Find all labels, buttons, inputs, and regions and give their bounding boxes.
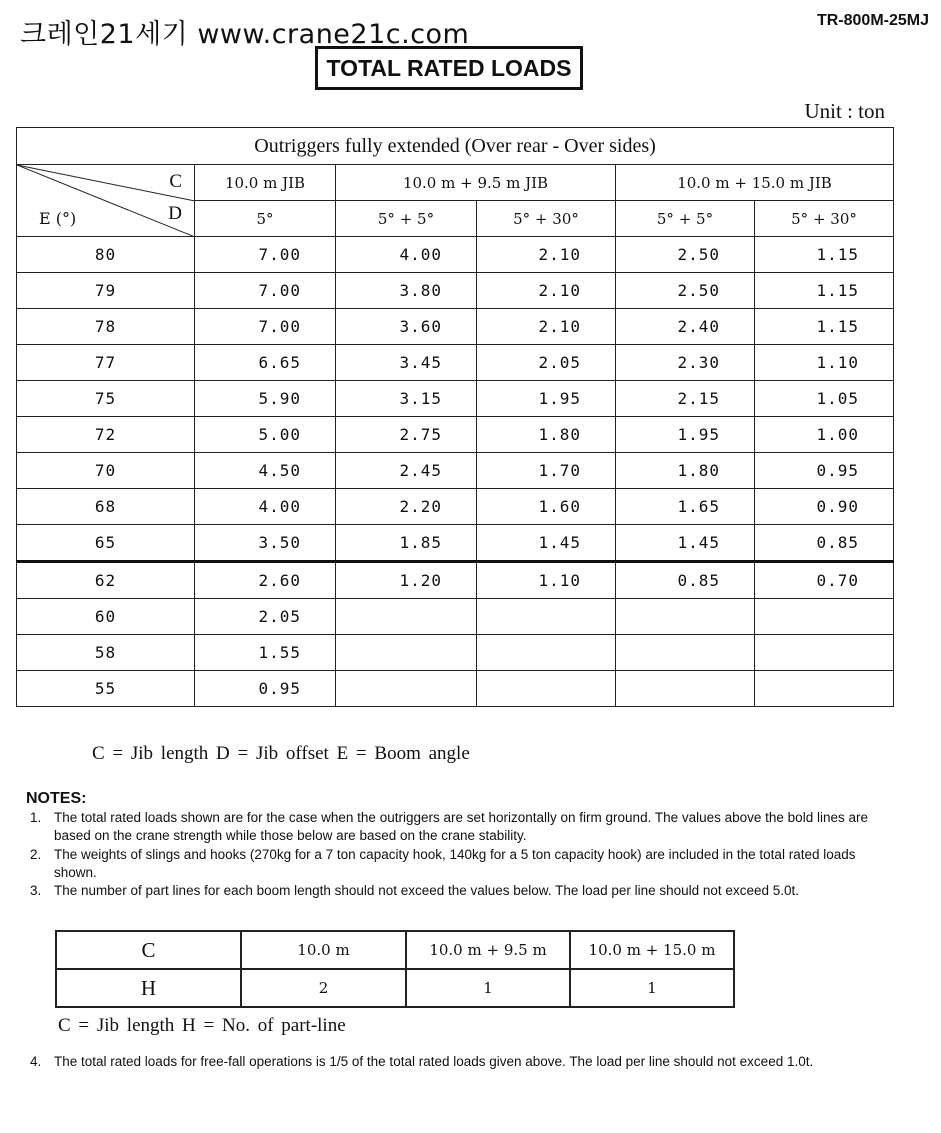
table-legend: C = Jib length D = Jib offset E = Boom angle — [92, 743, 470, 764]
table-row — [17, 453, 894, 489]
load-value-cell — [755, 599, 894, 635]
load-value-cell — [616, 671, 755, 707]
jib-offset-header: 5° + 5° — [616, 201, 755, 237]
part-lines-c-value: 10.0 m + 15.0 m — [570, 931, 734, 969]
load-value-cell: 1.10 — [755, 345, 894, 381]
boom-angle-cell: 78 — [17, 309, 195, 345]
boom-angle-cell: 55 — [17, 671, 195, 707]
load-value-cell: 2.60 — [195, 562, 336, 599]
boom-angle-cell: 58 — [17, 635, 195, 671]
table-caption: Outriggers fully extended (Over rear - Over sides) — [17, 128, 894, 165]
boom-angle-cell: 72 — [17, 417, 195, 453]
load-value-cell: 7.00 — [195, 309, 336, 345]
load-value-cell: 1.80 — [477, 417, 616, 453]
load-value-cell: 0.70 — [755, 562, 894, 599]
load-value-cell: 1.80 — [616, 453, 755, 489]
jib-offset-header: 5° + 30° — [755, 201, 894, 237]
load-value-cell: 7.00 — [195, 237, 336, 273]
page-title — [315, 46, 583, 90]
boom-angle-cell: 62 — [17, 562, 195, 599]
table-row — [17, 489, 894, 525]
load-value-cell: 5.90 — [195, 381, 336, 417]
load-value-cell: 2.50 — [616, 273, 755, 309]
boom-angle-cell: 68 — [17, 489, 195, 525]
part-lines-c-label: C — [56, 931, 241, 969]
load-table-body — [17, 237, 894, 707]
part-lines-table — [55, 930, 735, 1008]
load-value-cell: 2.10 — [477, 237, 616, 273]
load-value-cell: 1.45 — [477, 525, 616, 562]
note-text: The total rated loads shown are for the case when the outriggers are set horizontally on firm ground. The values above the bold lines are based on the crane strength while those below are based on the crane stability. — [54, 810, 868, 843]
load-value-cell: 1.15 — [755, 237, 894, 273]
rated-loads-table — [16, 127, 894, 707]
part-lines-c-value: 10.0 m + 9.5 m — [406, 931, 570, 969]
load-value-cell: 1.65 — [616, 489, 755, 525]
load-value-cell: 1.70 — [477, 453, 616, 489]
load-value-cell: 1.95 — [477, 381, 616, 417]
note-text: The number of part lines for each boom length should not exceed the values below. The load per line should not exceed 5.0t. — [54, 883, 799, 898]
load-value-cell: 4.50 — [195, 453, 336, 489]
table-row — [17, 381, 894, 417]
notes-heading: NOTES: — [26, 790, 87, 807]
load-value-cell — [336, 671, 477, 707]
table-row — [17, 417, 894, 453]
unit-label: Unit : ton — [804, 99, 885, 123]
load-value-cell: 1.85 — [336, 525, 477, 562]
load-value-cell: 0.85 — [755, 525, 894, 562]
load-value-cell — [477, 671, 616, 707]
load-value-cell: 2.75 — [336, 417, 477, 453]
note-item — [30, 809, 886, 845]
load-value-cell: 4.00 — [195, 489, 336, 525]
load-value-cell: 1.20 — [336, 562, 477, 599]
jib-length-header: 10.0 m + 15.0 m JIB — [616, 165, 894, 201]
model-number: TR-800M-25MJ — [816, 12, 929, 29]
part-lines-c-value: 10.0 m — [241, 931, 406, 969]
part-lines-legend: C = Jib length H = No. of part-line — [58, 1015, 346, 1036]
load-value-cell: 1.45 — [616, 525, 755, 562]
load-value-cell: 2.05 — [195, 599, 336, 635]
jib-length-header: 10.0 m JIB — [195, 165, 336, 201]
table-row — [17, 237, 894, 273]
note-item — [30, 1053, 886, 1071]
load-value-cell: 0.95 — [195, 671, 336, 707]
load-value-cell: 1.15 — [755, 273, 894, 309]
load-value-cell: 6.65 — [195, 345, 336, 381]
load-value-cell: 2.10 — [477, 273, 616, 309]
load-value-cell: 2.10 — [477, 309, 616, 345]
corner-label-e: E (°) — [39, 209, 77, 228]
table-row — [17, 562, 894, 599]
load-value-cell: 2.15 — [616, 381, 755, 417]
note-text: The total rated loads for free-fall operations is 1/5 of the total rated loads given above. The load per line should not exceed 1.0t. — [54, 1054, 814, 1069]
load-value-cell — [477, 599, 616, 635]
load-value-cell — [616, 635, 755, 671]
load-value-cell: 3.80 — [336, 273, 477, 309]
load-value-cell — [616, 599, 755, 635]
load-value-cell: 1.95 — [616, 417, 755, 453]
load-value-cell: 7.00 — [195, 273, 336, 309]
load-value-cell — [477, 635, 616, 671]
load-value-cell: 3.45 — [336, 345, 477, 381]
load-value-cell — [755, 635, 894, 671]
boom-angle-cell: 60 — [17, 599, 195, 635]
page-title-text: TOTAL RATED LOADS — [326, 54, 572, 81]
load-value-cell — [336, 635, 477, 671]
boom-angle-cell: 80 — [17, 237, 195, 273]
jib-offset-header: 5° — [195, 201, 336, 237]
note-item — [30, 846, 886, 882]
load-value-cell: 5.00 — [195, 417, 336, 453]
part-lines-h-value: 2 — [241, 969, 406, 1007]
load-value-cell: 4.00 — [336, 237, 477, 273]
load-value-cell: 1.05 — [755, 381, 894, 417]
load-value-cell: 3.50 — [195, 525, 336, 562]
load-value-cell: 0.90 — [755, 489, 894, 525]
load-value-cell: 2.30 — [616, 345, 755, 381]
load-value-cell: 3.60 — [336, 309, 477, 345]
note-number: 2. — [30, 847, 42, 862]
boom-angle-cell: 70 — [17, 453, 195, 489]
table-row — [17, 525, 894, 562]
load-value-cell — [336, 599, 477, 635]
jib-offset-header: 5° + 5° — [336, 201, 477, 237]
note-item — [30, 882, 886, 900]
load-value-cell: 0.95 — [755, 453, 894, 489]
part-lines-h-value: 1 — [406, 969, 570, 1007]
note-number: 3. — [30, 883, 42, 898]
jib-length-header: 10.0 m + 9.5 m JIB — [336, 165, 616, 201]
table-row — [17, 671, 894, 707]
corner-label-c: C — [169, 171, 182, 192]
load-value-cell: 1.10 — [477, 562, 616, 599]
load-value-cell: 3.15 — [336, 381, 477, 417]
corner-label-d: D — [168, 203, 182, 224]
load-value-cell: 2.45 — [336, 453, 477, 489]
note-number: 4. — [30, 1054, 42, 1069]
load-value-cell: 1.55 — [195, 635, 336, 671]
table-row — [17, 635, 894, 671]
part-lines-h-value: 1 — [570, 969, 734, 1007]
note-number: 1. — [30, 810, 42, 825]
load-value-cell: 2.40 — [616, 309, 755, 345]
boom-angle-cell: 77 — [17, 345, 195, 381]
brand-watermark: 크레인21세기 www.crane21c.com — [20, 19, 470, 50]
load-value-cell: 0.85 — [616, 562, 755, 599]
table-row — [17, 309, 894, 345]
load-value-cell: 2.50 — [616, 237, 755, 273]
load-value-cell: 1.00 — [755, 417, 894, 453]
corner-header-cell — [17, 165, 195, 237]
load-value-cell: 2.20 — [336, 489, 477, 525]
note-text: The weights of slings and hooks (270kg for a 7 ton capacity hook, 140kg for a 5 ton capacity hook) are included in the total rated loads shown. — [54, 847, 856, 880]
jib-offset-header: 5° + 30° — [477, 201, 616, 237]
boom-angle-cell: 79 — [17, 273, 195, 309]
table-row — [17, 345, 894, 381]
load-value-cell: 1.60 — [477, 489, 616, 525]
table-row — [17, 599, 894, 635]
boom-angle-cell: 75 — [17, 381, 195, 417]
boom-angle-cell: 65 — [17, 525, 195, 562]
load-value-cell — [755, 671, 894, 707]
table-row — [17, 273, 894, 309]
load-value-cell: 2.05 — [477, 345, 616, 381]
part-lines-h-label: H — [56, 969, 241, 1007]
load-value-cell: 1.15 — [755, 309, 894, 345]
